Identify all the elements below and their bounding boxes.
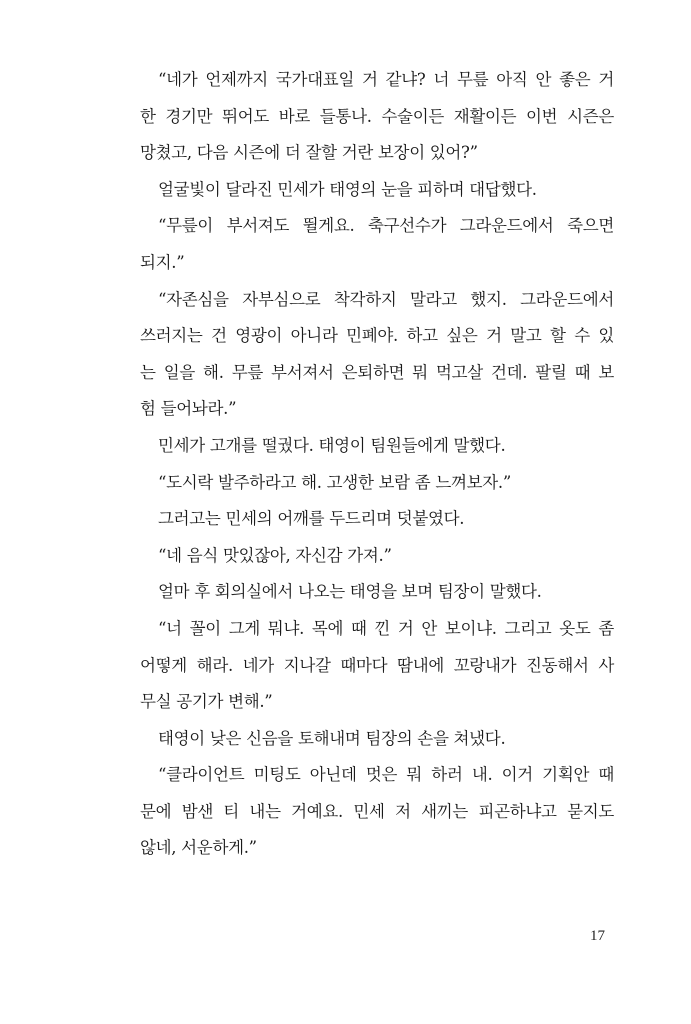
text-line: 민세가 고개를 떨궜다. 태영이 팀원들에게 말했다. <box>158 435 506 455</box>
text-line: 그러고는 민세의 어깨를 두드리며 덧붙였다. <box>158 509 465 529</box>
paragraph <box>140 721 614 758</box>
paragraph <box>140 574 614 611</box>
text-line: 얼굴빛이 달라진 민세가 태영의 눈을 피하며 대답했다. <box>158 179 537 199</box>
text-line: “무릎이 부서져도 뛸게요. 축구선수가 그라운드에서 죽으면 <box>158 216 614 236</box>
text-line: “자존심을 자부심으로 착각하지 말라고 했지. 그라운드에서 <box>158 289 614 309</box>
text-line: 무실 공기가 변해.” <box>140 692 273 712</box>
text-line: 한 경기만 뛰어도 바로 들통나. 수술이든 재활이든 이번 시즌은 <box>140 106 614 126</box>
text-line: 얼마 후 회의실에서 나오는 태영을 보며 팀장이 말했다. <box>158 582 542 602</box>
text-line: 되지.” <box>140 252 185 272</box>
paragraph <box>140 282 614 428</box>
paragraph <box>140 428 614 465</box>
paragraph <box>140 172 614 209</box>
text-line: 망쳤고, 다음 시즌에 더 잘할 거란 보장이 있어?” <box>140 143 478 163</box>
body-text <box>140 62 614 867</box>
paragraph <box>140 208 614 281</box>
text-line: 어떻게 해라. 네가 지나갈 때마다 땀내에 꼬랑내가 진동해서 사 <box>140 655 614 675</box>
paragraph <box>140 757 614 867</box>
text-line: 는 일을 해. 무릎 부서져서 은퇴하면 뭐 먹고살 건데. 팔릴 때 보 <box>140 362 614 382</box>
paragraph <box>140 62 614 172</box>
text-line: 않네, 서운하게.” <box>140 838 257 858</box>
text-line: “너 꼴이 그게 뭐냐. 목에 때 낀 거 안 보이냐. 그리고 옷도 좀 <box>158 618 614 638</box>
text-line: “네가 언제까지 국가대표일 거 같냐? 너 무릎 아직 안 좋은 거 <box>158 70 614 89</box>
text-line: “네 음식 맛있잖아, 자신감 가져.” <box>158 545 392 565</box>
paragraph <box>140 538 614 575</box>
text-line: 문에 밤샌 티 내는 거예요. 민세 저 새끼는 피곤하냐고 묻지도 <box>140 801 614 821</box>
text-line: 험 들어놔라.” <box>140 399 237 419</box>
text-line: “도시락 발주하라고 해. 고생한 보람 좀 느껴보자.” <box>158 472 511 492</box>
text-line: 쓰러지는 건 영광이 아니라 민폐야. 하고 싶은 거 말고 할 수 있 <box>140 326 614 346</box>
page-number: 17 <box>590 928 605 944</box>
text-line: “클라이언트 미팅도 아닌데 멋은 뭐 하러 내. 이거 기획안 때 <box>158 765 614 785</box>
text-line: 태영이 낮은 신음을 토해내며 팀장의 손을 쳐냈다. <box>158 728 506 748</box>
paragraph <box>140 501 614 538</box>
paragraph <box>140 465 614 502</box>
paragraph <box>140 611 614 721</box>
